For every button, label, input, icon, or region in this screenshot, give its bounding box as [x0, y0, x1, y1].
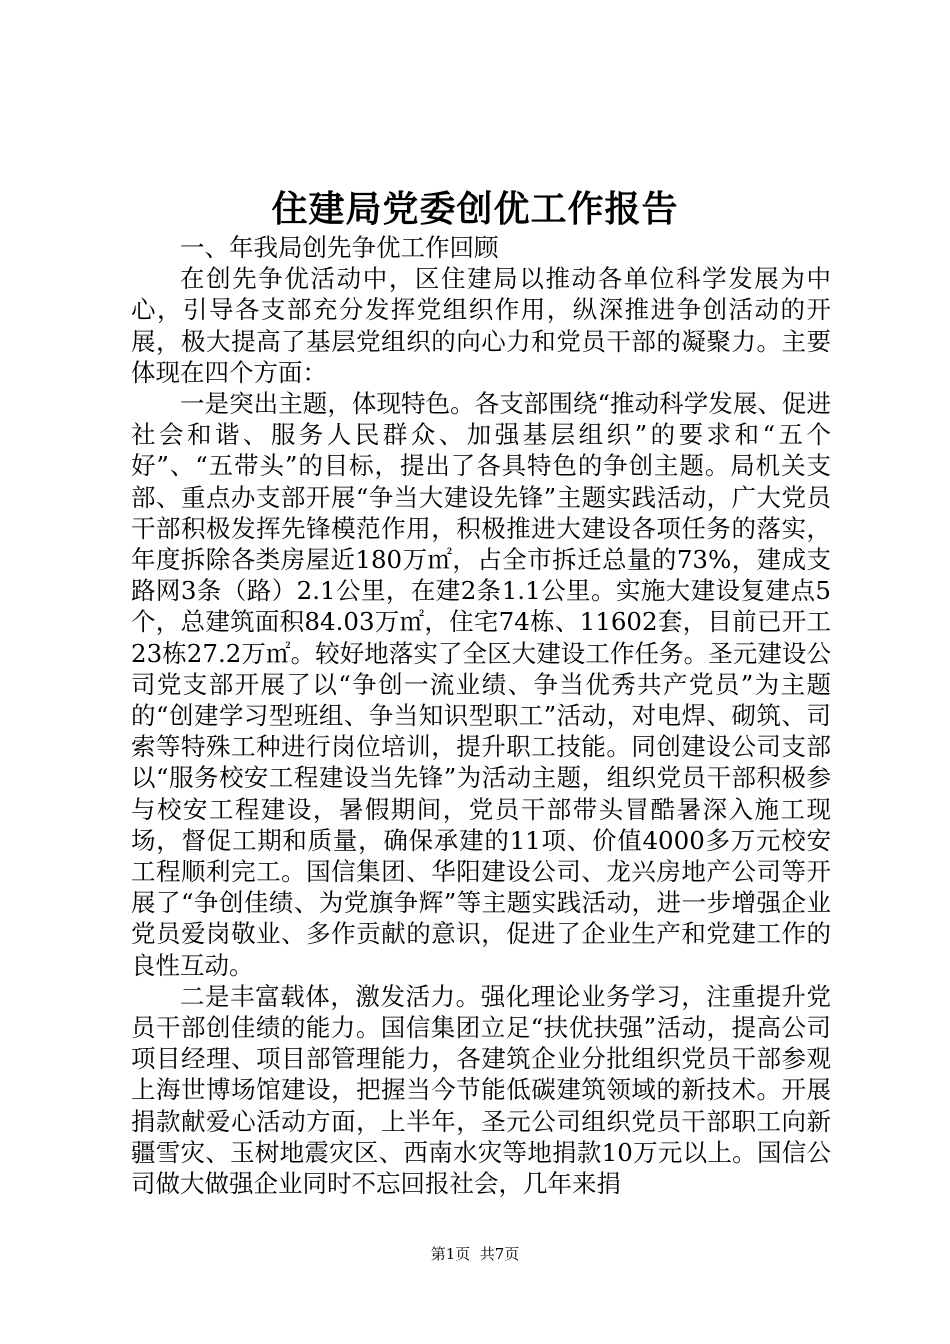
body-paragraph: 在创先争优活动中，区住建局以推动各单位科学发展为中心，引导各支部充分发挥党组织作用，纵深推进争创活动的开展，极大提高了基层党组织的向心力和党员干部的凝聚力。主要体现在四个方面： — [131, 264, 831, 387]
section-heading: 一、年我局创先争优工作回顾 — [180, 233, 499, 262]
document-body — [131, 232, 831, 1199]
body-paragraph: 一是突出主题，体现特色。各支部围绕“推动科学发展、促进社会和谐、服务人民群众、加强基层组织”的要求和“五个好”、“五带头”的目标，提出了各具特色的争创主题。局机关支部、重点办支部开展“争当大建设先锋”主题实践活动，广大党员干部积极发挥先锋模范作用，积极推进大建设各项任务的落实，年度拆除各类房屋近180万㎡，占全市拆迁总量的73%，建成支路网3条（路）2.1公里，在建2条1.1公里。实施大建设复建点5个，总建筑面积84.03万㎡，住宅74栋、11602套，目前已开工23栋27.2万㎡。较好地落实了全区大建设工作任务。圣元建设公司党支部开展了以“争创一流业绩、争当优秀共产党员”为主题的“创建学习型班组、争当知识型职工”活动，对电焊、砌筑、司索等特殊工种进行岗位培训，提升职工技能。同创建设公司支部以“服务校安工程建设当先锋”为活动主题，组织党员干部积极参与校安工程建设，暑假期间，党员干部带头冒酷暑深入施工现场，督促工期和质量，确保承建的11项、价值4000多万元校安工程顺利完工。国信集团、华阳建设公司、龙兴房地产公司等开展了“争创佳绩、为党旗争辉”等主题实践活动，进一步增强企业党员爱岗敬业、多作贡献的意识，促进了企业生产和党建工作的良性互动。 — [131, 389, 831, 980]
document-title: 住建局党委创优工作报告 — [271, 188, 679, 230]
body-paragraph: 二是丰富载体，激发活力。强化理论业务学习，注重提升党员干部创佳绩的能力。国信集团立足“扶优扶强”活动，提高公司项目经理、项目部管理能力，各建筑企业分批组织党员干部参观上海世博场馆建设，把握当今节能低碳建筑领域的新技术。开展捐款献爱心活动方面，上半年，圣元公司组织党员干部职工向新疆雪灾、玉树地震灾区、西南水灾等地捐款10万元以上。国信公司做大做强企业同时不忘回报社会，几年来捐 — [131, 981, 831, 1199]
page-number-footer: 第1页 共7页 — [430, 1245, 520, 1263]
